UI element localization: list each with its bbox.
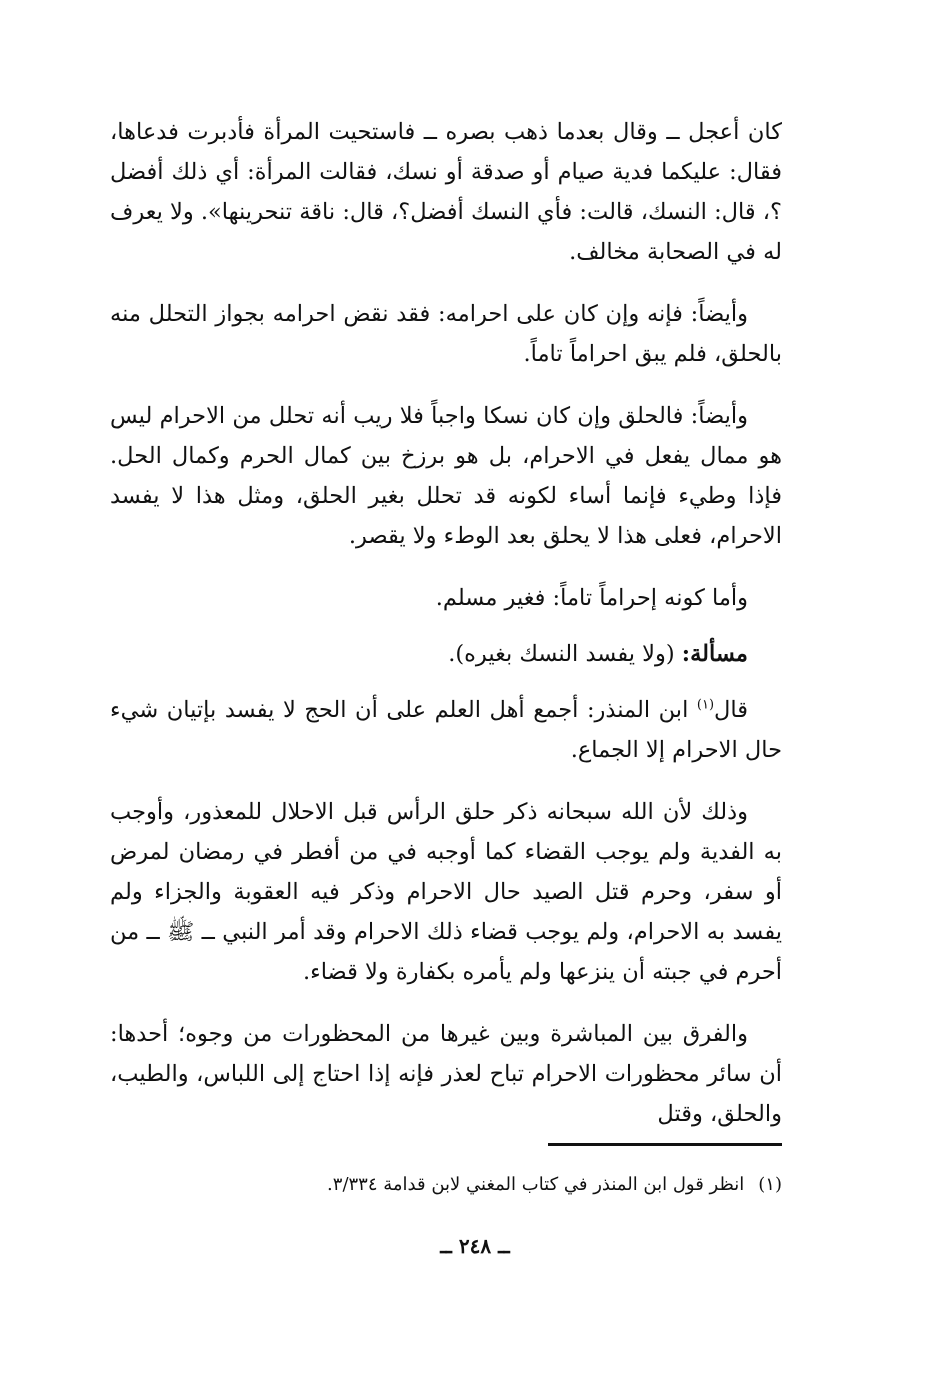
paragraph-6-start: قال (714, 697, 748, 723)
paragraph-4: وأما كونه إحراماً تاماً: فغير مسلم. (435, 585, 748, 611)
footnote-divider (548, 1143, 782, 1146)
paragraph-6-rest: ابن المنذر: أجمع أهل العلم على أن الحج لا يفسد بإتيان شيء حال الاحرام إلا الجماع. (110, 697, 782, 763)
paragraph-5 (110, 634, 782, 674)
footnote (110, 1170, 782, 1200)
footnote-text: انظر قول ابن المنذر في كتاب المغني لابن قدامة ٣/٣٣٤. (327, 1174, 745, 1195)
paragraph-1: كان أعجل ــ وقال بعدما ذهب بصره ــ فاستحيت المرأة فأدبرت فدعاها، فقال: عليكما فدية صيام أو صدقة أو نسك، فقالت المرأة: أي ذلك أفضل ؟، قال: النسك، قالت: فأي النسك أفضل؟، قال: ناقة تنحرينها». ولا يعرف له في الصحابة مخالف. (110, 119, 782, 265)
issue-text: (ولا يفسد النسك بغيره). (448, 641, 682, 667)
footnote-reference: (١) (696, 697, 715, 713)
issue-label: مسألة: (681, 641, 748, 667)
page-body (110, 112, 782, 1156)
page-number: ــ ٢٤٨ ــ (440, 1234, 510, 1258)
footnote-number: (١) (758, 1174, 782, 1195)
paragraph-6 (110, 690, 782, 770)
paragraph-3: وأيضاً: فالحلق وإن كان نسكا واجباً فلا ريب أنه تحلل من الاحرام ليس هو ممال يفعل في الاحرام، بل هو برزخ بين كمال الحرم وكمال الحل. فإذا وطيء فإنما أساء لكونه قد تحلل بغير الحلق، ومثل هذا لا يفسد الاحرام، فعلى هذا لا يحلق بعد الوطء ولا يقصر. (110, 403, 782, 549)
paragraph-7: وذلك لأن الله سبحانه ذكر حلق الرأس قبل الاحلال للمعذور، وأوجب به الفدية ولم يوجب القضاء كما أوجبه في من أفطر في رمضان لمرض أو سفر، وحرم قتل الصيد حال الاحرام وذكر فيه العقوبة والجزاء ولم يفسد به الاحرام، ولم يوجب قضاء ذلك الاحرام وقد أمر النبي ــ ﷺ ــ من أحرم في جبته أن ينزعها ولم يأمره بكفارة ولا قضاء. (110, 799, 782, 985)
paragraph-8: والفرق بين المباشرة وبين غيرها من المحظورات من وجوه؛ أحدها: أن سائر محظورات الاحرام تباح لعذر فإنه إذا احتاج إلى اللباس، والطيب، والحلق، وقتل (110, 1021, 782, 1127)
paragraph-2: وأيضاً: فإنه وإن كان على احرامه: فقد نقض احرامه بجواز التحلل منه بالحلق، فلم يبق احراماً تاماً. (110, 301, 782, 367)
